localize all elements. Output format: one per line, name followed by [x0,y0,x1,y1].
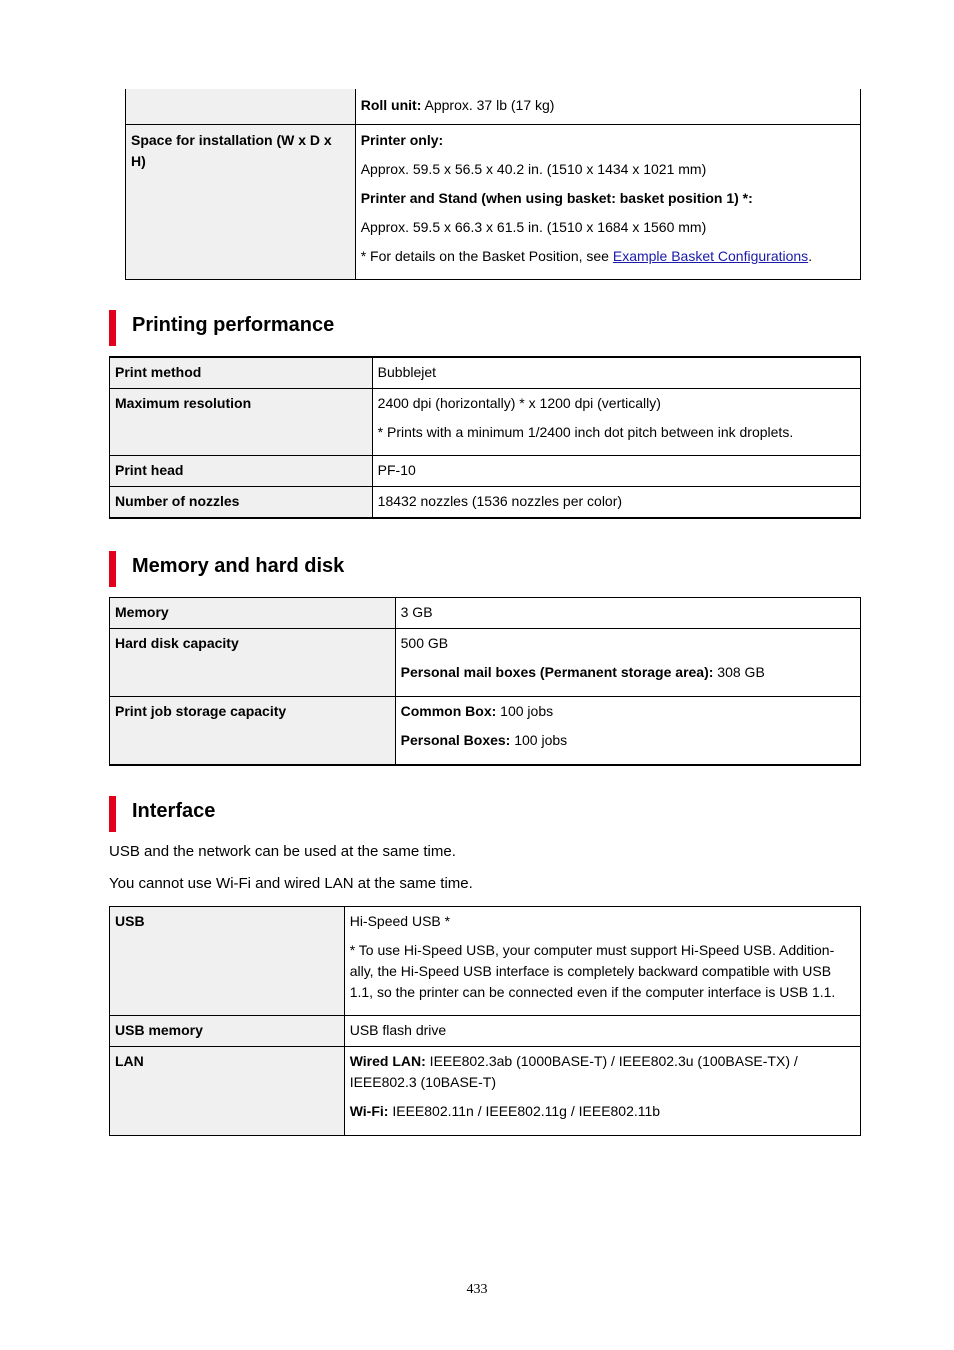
table-value-cell [395,697,860,766]
table-row [126,89,861,125]
table-value-cell [355,89,860,125]
printer-stand-value: Approx. 59.5 x 66.3 x 61.5 in. (1510 x 1684 x 1560 mm) [360,219,707,235]
printing-performance-table [109,356,861,519]
heading-accent-bar [109,551,116,587]
usb-note-line: 1.1, so the printer can be connected even if the computer interface is USB 1.1. [349,984,836,1000]
printer-stand-label: Printer and Stand (when using basket: basket position 1) *: [360,190,753,206]
personal-boxes [401,730,855,751]
section-title: Interface [132,800,216,822]
table-value-cell: 3 GB [395,598,860,629]
table-key-cell [126,89,356,125]
basket-note [361,246,855,267]
common-box-label: Common Box: [400,703,497,719]
personal-boxes-label: Personal Boxes: [400,732,511,748]
table-row [110,629,861,697]
common-box-value: 100 jobs [496,703,554,719]
table-key-cell: Space for installation (W x D x H) [126,125,356,280]
table-value-cell: PF-10 [372,456,860,487]
table-key-cell: LAN [110,1047,345,1136]
table-value-cell: 18432 nozzles (1536 nozzles per color) [372,487,860,519]
printer-only-value: Approx. 59.5 x 56.5 x 40.2 in. (1510 x 1434 x 1021 mm) [360,161,707,177]
interface-paragraph-1: USB and the network can be used at the same time. [109,843,456,860]
roll-unit-value: Approx. 37 lb (17 kg) [421,97,555,113]
heading-accent-bar [109,796,116,832]
usb-note [350,940,855,1003]
hdd-mailbox-label: Personal mail boxes (Permanent storage area): [400,664,714,680]
usb-note-line: ally, the Hi-Speed USB interface is completely backward compatible with USB [349,963,832,979]
section-title: Printing performance [132,314,335,336]
common-box [401,701,855,722]
hdd-value: 500 GB [400,635,449,651]
wired-lan-value: IEEE802.3ab (1000BASE-T) / IEEE802.3u (100BASE-TX) / [425,1053,798,1069]
roll-unit-label: Roll unit: [360,97,422,113]
hdd-mailbox [401,662,855,683]
resolution-value: 2400 dpi (horizontally) * x 1200 dpi (vertically) [377,395,661,411]
table-key-cell: Memory [110,598,396,629]
usb-note-line: * To use Hi-Speed USB, your computer must support Hi-Speed USB. Addition- [349,942,835,958]
table-row [110,456,861,487]
interface-table [109,906,861,1136]
wifi [350,1101,855,1122]
table-key-cell: Maximum resolution [110,389,373,456]
table-key-cell: Print method [110,357,373,389]
table-row [110,1047,861,1136]
table-row [110,487,861,519]
resolution-note: * Prints with a minimum 1/2400 inch dot pitch between ink droplets. [377,424,794,440]
table-row [110,907,861,1016]
printer-only-label: Printer only: [360,132,444,148]
wifi-value: IEEE802.11n / IEEE802.11g / IEEE802.11b [388,1103,661,1119]
section-title: Memory and hard disk [132,555,345,577]
table-row [110,697,861,766]
wired-lan-value-cont: IEEE802.3 (10BASE-T) [349,1074,496,1090]
table-row [110,389,861,456]
basket-config-link[interactable]: Example Basket Configurations [612,248,809,264]
table-key-cell: Hard disk capacity [110,629,396,697]
table-row [110,1016,861,1047]
table-value-cell [355,125,860,280]
table-value-cell [344,907,860,1016]
page-number: 433 [466,1282,488,1297]
table-row [110,598,861,629]
hdd-mailbox-value: 308 GB [713,664,765,680]
dimensions-table [125,89,861,280]
heading-accent-bar [109,310,116,346]
table-key-cell: USB [110,907,345,1016]
basket-note-suffix: . [808,248,813,264]
table-key-cell: Number of nozzles [110,487,373,519]
usb-value: Hi-Speed USB * [349,913,451,929]
table-value-cell: Bubblejet [372,357,860,389]
personal-boxes-value: 100 jobs [510,732,568,748]
table-key-cell: Print head [110,456,373,487]
table-row [126,125,861,280]
table-value-cell: USB flash drive [344,1016,860,1047]
table-value-cell [372,389,860,456]
interface-paragraph-2: You cannot use Wi-Fi and wired LAN at the same time. [109,875,473,892]
wired-lan [350,1051,855,1093]
memory-table [109,597,861,766]
table-key-cell: Print job storage capacity [110,697,396,766]
wifi-label: Wi-Fi: [349,1103,389,1119]
table-value-cell [344,1047,860,1136]
wired-lan-label: Wired LAN: [349,1053,426,1069]
table-value-cell [395,629,860,697]
table-row [110,357,861,389]
table-key-cell: USB memory [110,1016,345,1047]
basket-note-prefix: * For details on the Basket Position, see [360,248,613,264]
